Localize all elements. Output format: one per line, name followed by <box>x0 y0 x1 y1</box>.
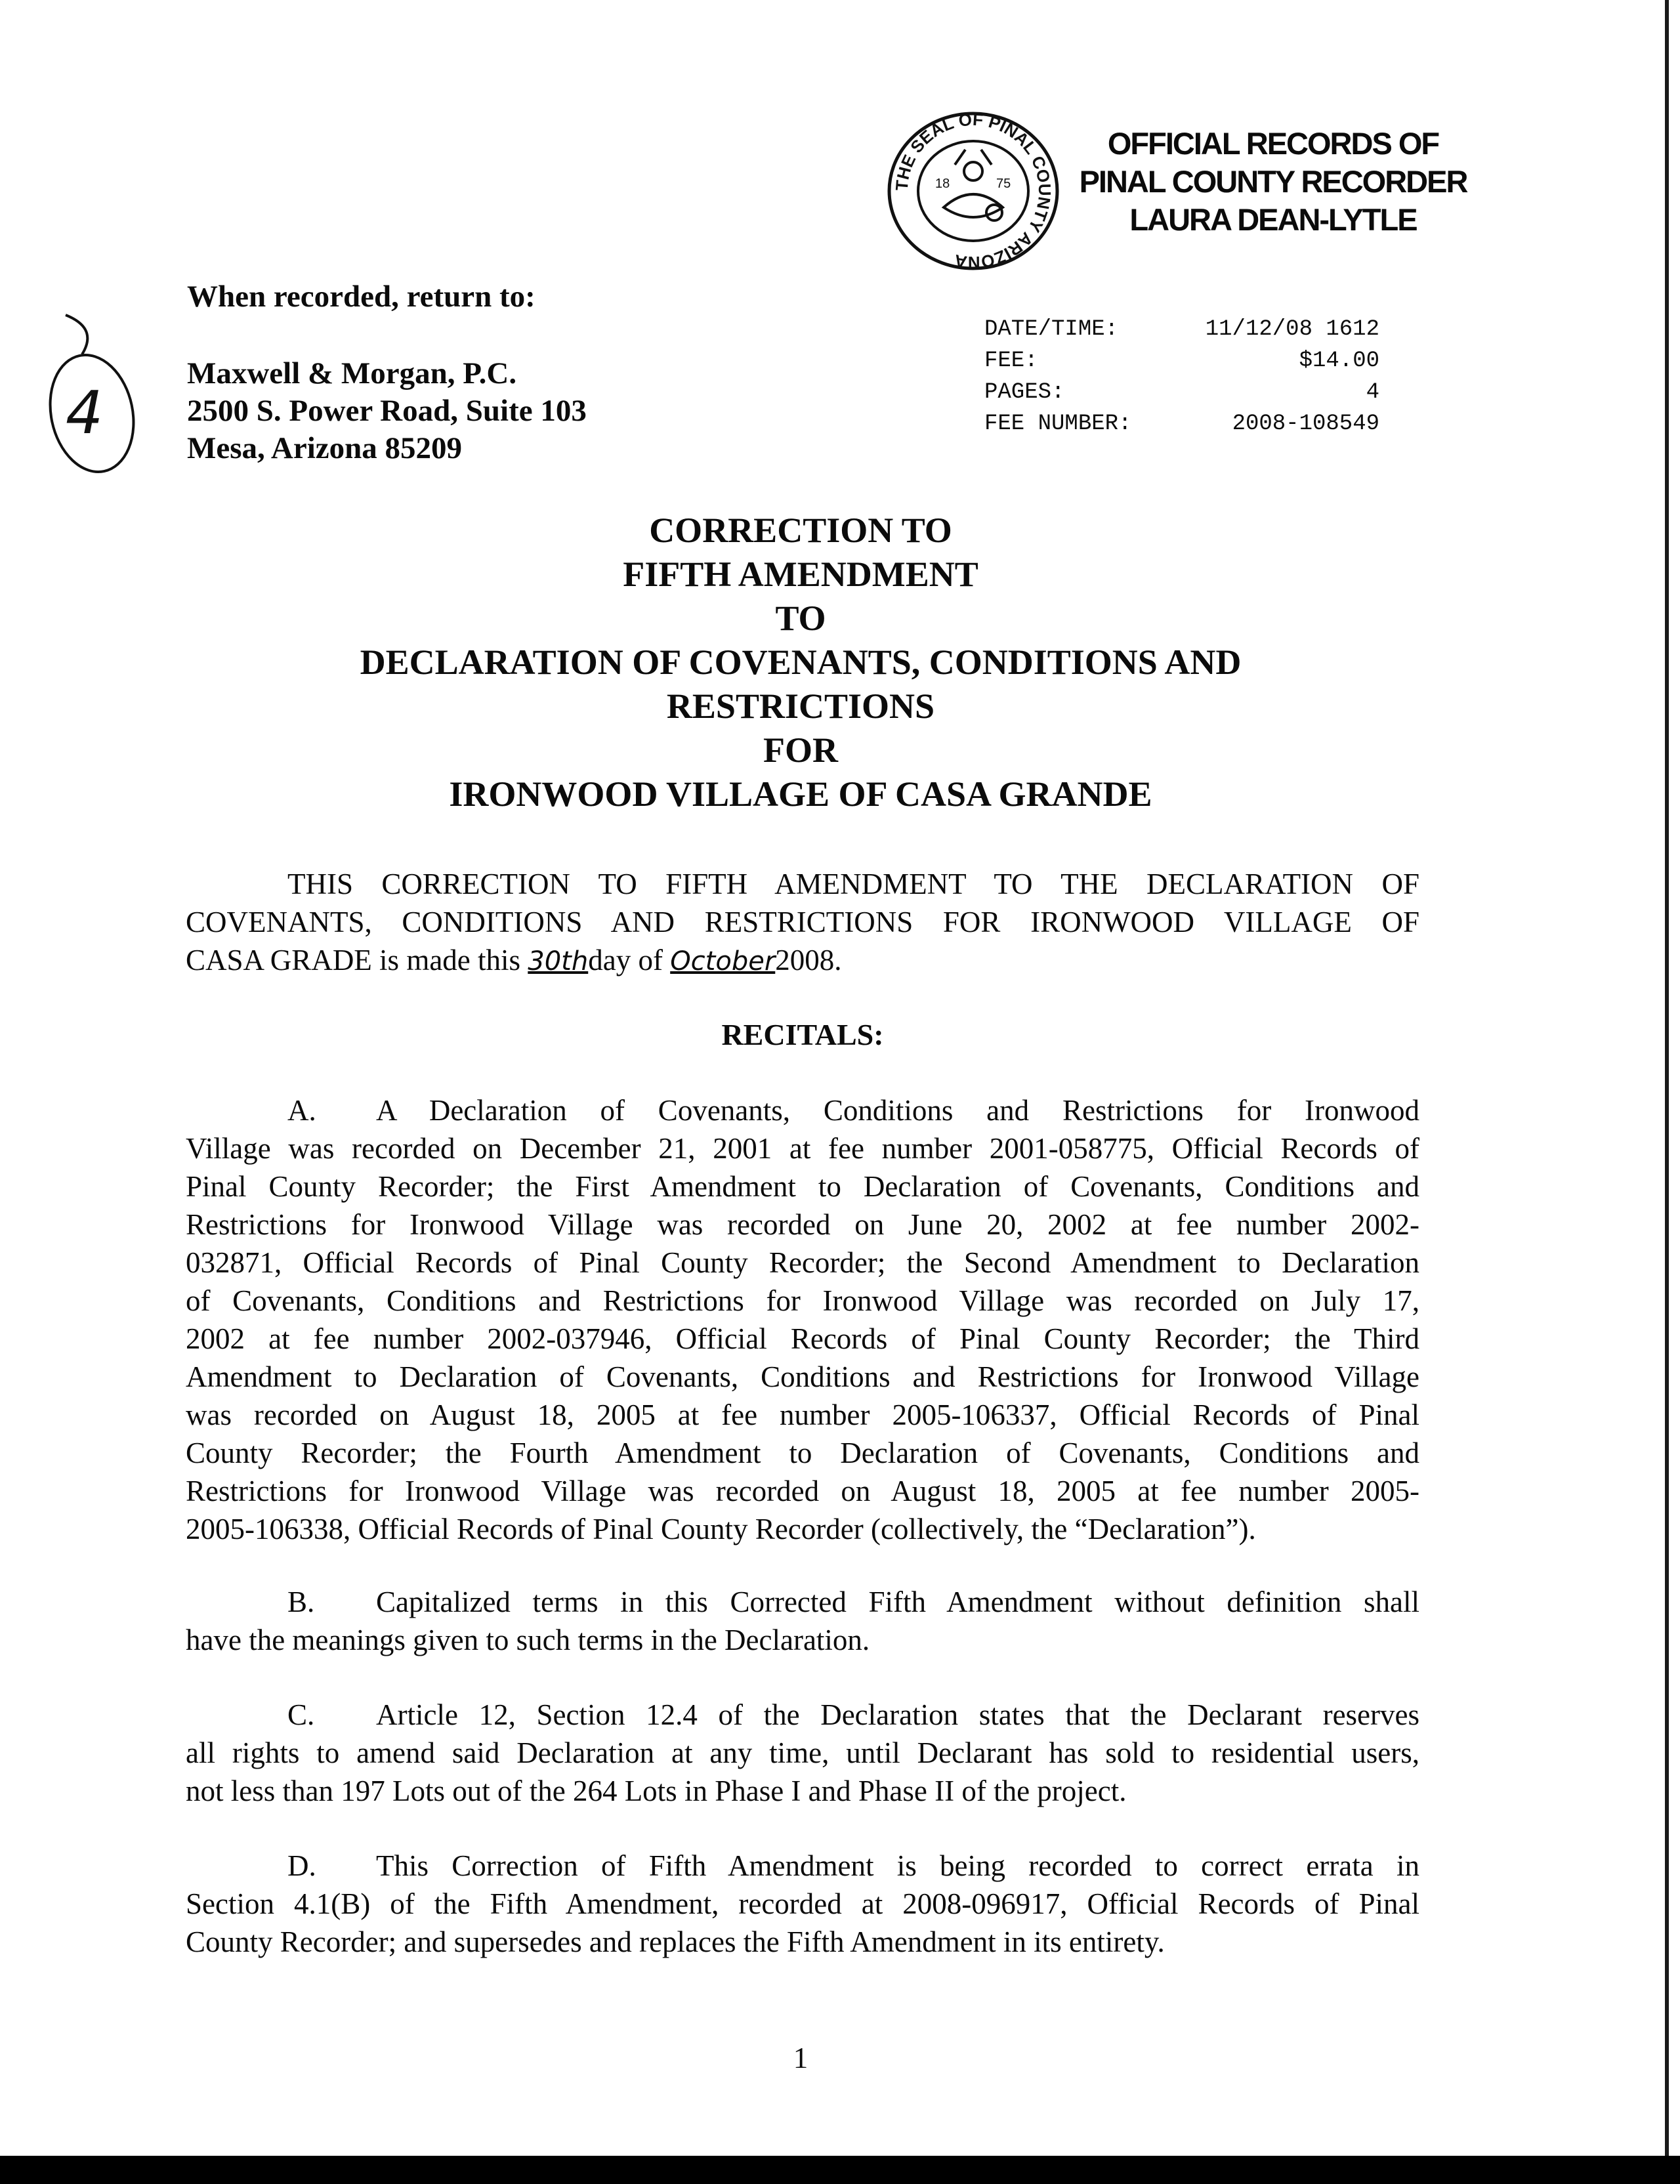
recital-text: Capitalized terms in this Corrected Fifth Amendment without definition shall <box>376 1586 1419 1618</box>
return-to-label: When recorded, return to: <box>187 280 536 314</box>
return-city: Mesa, Arizona 85209 <box>187 431 463 465</box>
recorder-line-2: PINAL COUNTY RECORDER <box>1079 164 1467 199</box>
recording-label: PAGES: <box>984 380 1065 405</box>
title-line: TO <box>775 598 826 638</box>
page-number: 1 <box>793 2042 808 2074</box>
intro-paragraph <box>186 865 1419 980</box>
recital-line: all rights to amend said Declaration at any time, until Declarant has sold to residential users, <box>186 1736 1419 1769</box>
title-line: FOR <box>763 730 838 770</box>
recital-text: Article 12, Section 12.4 of the Declaration states that the Declarant reserves <box>376 1698 1419 1731</box>
recital-text: A Declaration of Covenants, Conditions and Restrictions for Ironwood <box>376 1094 1419 1127</box>
recording-label: FEE NUMBER: <box>984 411 1132 436</box>
recorder-line-3: LAURA DEAN-LYTLE <box>1129 202 1417 237</box>
title-line: FIFTH AMENDMENT <box>623 555 978 594</box>
intro-text: 2008. <box>775 944 842 976</box>
recording-value: 2008-108549 <box>1232 411 1379 436</box>
recital-line <box>186 1091 1419 1129</box>
scan-border-right <box>1665 0 1669 2156</box>
recital-line: 2002 at fee number 2002-037946, Official Records of Pinal County Recorder; the Third <box>186 1322 1419 1355</box>
recital-line: was recorded on August 18, 2005 at fee number 2005-106337, Official Records of Pinal <box>186 1398 1419 1431</box>
return-name: Maxwell & Morgan, P.C. <box>187 356 517 390</box>
handwritten-month: October <box>670 946 776 976</box>
recital-label: A. <box>287 1094 316 1127</box>
recording-value: 4 <box>1366 380 1379 405</box>
recital-label: D. <box>287 1849 316 1882</box>
recorder-heading <box>1057 125 1490 239</box>
recording-label: FEE: <box>984 348 1038 373</box>
margin-mark-number: 4 <box>66 379 104 448</box>
recital-label: C. <box>287 1698 315 1731</box>
document-title <box>197 509 1404 816</box>
return-street: 2500 S. Power Road, Suite 103 <box>187 394 587 428</box>
recital-line: not less than 197 Lots out of the 264 Lots in Phase I and Phase II of the project. <box>186 1774 1127 1807</box>
seal-emblem-icon <box>944 150 1003 220</box>
recital-line: Section 4.1(B) of the Fifth Amendment, recorded at 2008-096917, Official Records of Pinal <box>186 1887 1419 1920</box>
recording-label: DATE/TIME: <box>984 317 1119 342</box>
seal-year-left: 18 <box>935 177 950 191</box>
title-line: DECLARATION OF COVENANTS, CONDITIONS AND <box>360 642 1242 682</box>
recording-value: $14.00 <box>1299 348 1379 373</box>
recital-line: of Covenants, Conditions and Restrictions for Ironwood Village was recorded on July 17, <box>186 1284 1419 1317</box>
title-line: IRONWOOD VILLAGE OF CASA GRANDE <box>449 774 1152 814</box>
recital-line: County Recorder; the Fourth Amendment to Declaration of Covenants, Conditions and <box>186 1437 1419 1469</box>
recitals-heading: RECITALS: <box>721 1018 884 1051</box>
seal-year-right: 75 <box>996 177 1011 191</box>
intro-line: THIS CORRECTION TO FIFTH AMENDMENT TO THE DECLARATION OF <box>287 868 1419 900</box>
title-line: RESTRICTIONS <box>666 686 935 726</box>
recital-label: B. <box>287 1586 315 1618</box>
recital-line: Restrictions for Ironwood Village was recorded on June 20, 2002 at fee number 2002- <box>186 1208 1419 1241</box>
return-address <box>187 355 587 467</box>
recital-line <box>186 1847 1419 1885</box>
margin-pages-mark-icon <box>26 302 151 492</box>
seal-ring-text: THE SEAL OF PINAL COUNTY ARIZONA <box>891 109 1055 273</box>
recital-line: 032871, Official Records of Pinal County Recorder; the Second Amendment to Declaration <box>186 1246 1419 1279</box>
recital-line <box>186 1696 1419 1734</box>
recital-text: This Correction of Fifth Amendment is being recorded to correct errata in <box>376 1849 1419 1882</box>
recording-row <box>984 377 1379 408</box>
recording-row <box>984 408 1379 440</box>
title-line: CORRECTION TO <box>649 511 952 550</box>
intro-text: CASA GRADE is made this <box>186 944 528 976</box>
recording-row <box>984 314 1379 345</box>
county-seal <box>881 109 1065 273</box>
recorder-line-1: OFFICIAL RECORDS OF <box>1107 126 1439 161</box>
recital-line: Amendment to Declaration of Covenants, Conditions and Restrictions for Ironwood Village <box>186 1360 1419 1393</box>
recital-b <box>186 1583 1419 1659</box>
recital-line: have the meanings given to such terms in the Declaration. <box>186 1624 870 1656</box>
intro-line <box>186 941 1419 980</box>
recital-c <box>186 1696 1419 1810</box>
recital-line <box>186 1583 1419 1621</box>
intro-line: COVENANTS, CONDITIONS AND RESTRICTIONS FOR IRONWOOD VILLAGE OF <box>186 906 1419 938</box>
recital-a <box>186 1091 1419 1548</box>
recording-data-block <box>984 314 1379 440</box>
recital-line: County Recorder; and supersedes and replaces the Fifth Amendment in its entirety. <box>186 1925 1165 1958</box>
recording-value: 11/12/08 1612 <box>1205 317 1379 342</box>
recital-line: Restrictions for Ironwood Village was recorded on August 18, 2005 at fee number 2005- <box>186 1475 1419 1507</box>
handwritten-day: 30th <box>528 946 589 976</box>
scan-border-bottom <box>0 2156 1680 2184</box>
recital-line: Village was recorded on December 21, 2001 at fee number 2001-058775, Official Records of <box>186 1132 1419 1165</box>
recital-line: 2005-106338, Official Records of Pinal County Recorder (collectively, the “Declaration”). <box>186 1513 1256 1545</box>
recording-row <box>984 345 1379 377</box>
intro-text: day of <box>588 944 671 976</box>
recital-d <box>186 1847 1419 1961</box>
recital-line: Pinal County Recorder; the First Amendment to Declaration of Covenants, Conditions and <box>186 1170 1419 1203</box>
